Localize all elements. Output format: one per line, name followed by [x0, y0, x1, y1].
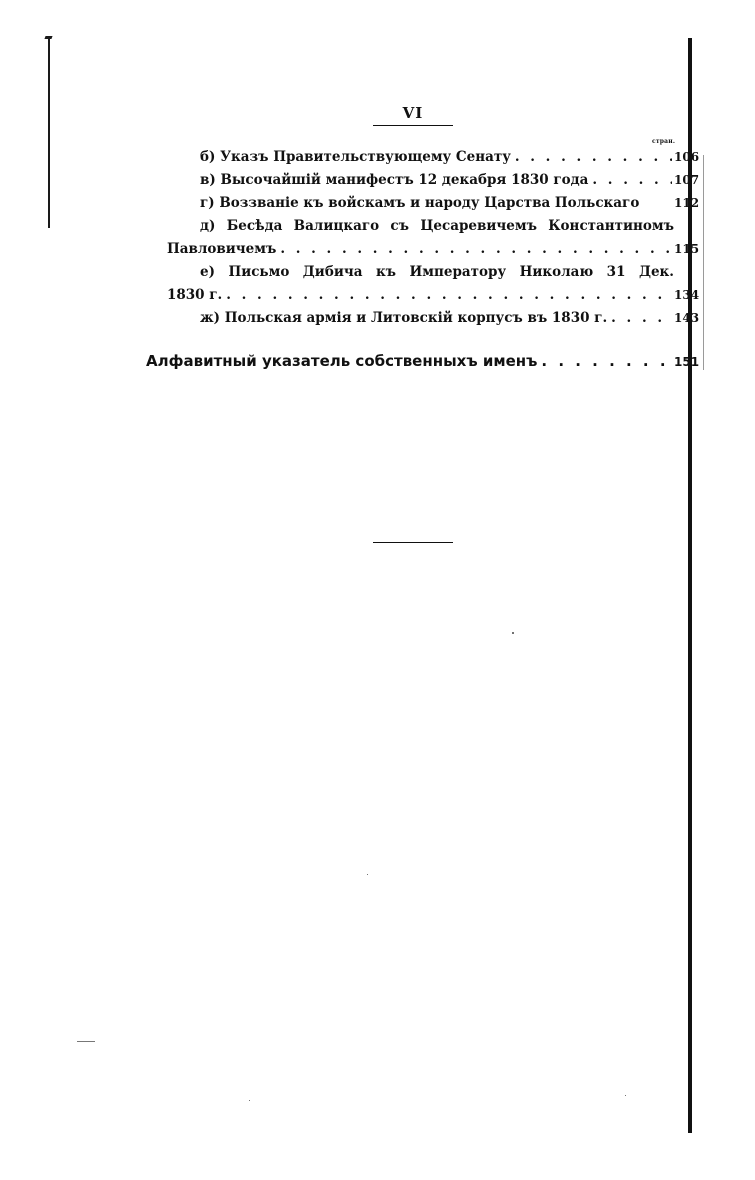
- toc-entry-title: е) Письмо Дибича къ Императору Николаю 31 Дек.: [200, 264, 674, 280]
- toc-entry-title: ж) Польская армія и Литовскій корпусъ въ 1830 г.: [200, 310, 608, 326]
- leader-dots: [611, 310, 672, 326]
- scan-speck: [249, 1100, 250, 1101]
- toc-entry-page: 107: [674, 173, 700, 187]
- toc-entry-v: [200, 172, 700, 188]
- toc-entry-continuation: 1830 г.: [167, 287, 223, 303]
- header-rule: [373, 125, 453, 126]
- leader-dots: [280, 241, 672, 257]
- leader-dots: [226, 287, 672, 303]
- toc-entry-page: 106: [674, 150, 700, 164]
- toc-entry-title: д) Бесѣда Валицкаго съ Цесаревичемъ Константиномъ: [200, 218, 674, 234]
- scan-speck: [625, 1095, 626, 1096]
- end-rule: [373, 542, 453, 543]
- leader-dots: [515, 149, 672, 165]
- toc-entry-g: [200, 195, 700, 211]
- toc-entry-b: [200, 149, 700, 165]
- toc-entry-zh: [200, 310, 700, 326]
- leader-dots: [592, 172, 672, 188]
- leader-dots: [541, 352, 672, 370]
- index-entry-page: 151: [674, 355, 700, 369]
- scan-right-shadow: [703, 155, 704, 370]
- toc-entry-page: 134: [674, 288, 700, 302]
- toc-entry-e: [200, 264, 674, 280]
- scan-left-edge: [48, 38, 50, 228]
- toc-entry-title: б) Указъ Правительствующему Сенату: [200, 149, 511, 165]
- toc-entry-title: в) Высочайшій манифестъ 12 декабря 1830 года: [200, 172, 589, 188]
- toc-entry-e-continuation: [167, 287, 700, 303]
- toc-entry-d: [200, 218, 674, 234]
- toc-entry-continuation: Павловичемъ: [167, 241, 277, 257]
- toc-entry-page: 143: [674, 311, 700, 325]
- toc-entry-d-continuation: [167, 241, 700, 257]
- toc-entry-page: 115: [674, 242, 700, 256]
- toc-index-entry: [146, 352, 700, 370]
- page-column-label: стран.: [652, 138, 676, 145]
- toc-entry-title: г) Воззваніе къ войскамъ и народу Царства Польскаго: [200, 195, 640, 211]
- page-number: VI: [402, 104, 424, 122]
- scan-dash: [77, 1041, 95, 1042]
- index-entry-title: Алфавитный указатель собственныхъ именъ: [146, 352, 538, 370]
- scan-speck: [367, 874, 368, 875]
- toc-entry-page: 112: [674, 196, 700, 210]
- scan-speck: [512, 632, 514, 634]
